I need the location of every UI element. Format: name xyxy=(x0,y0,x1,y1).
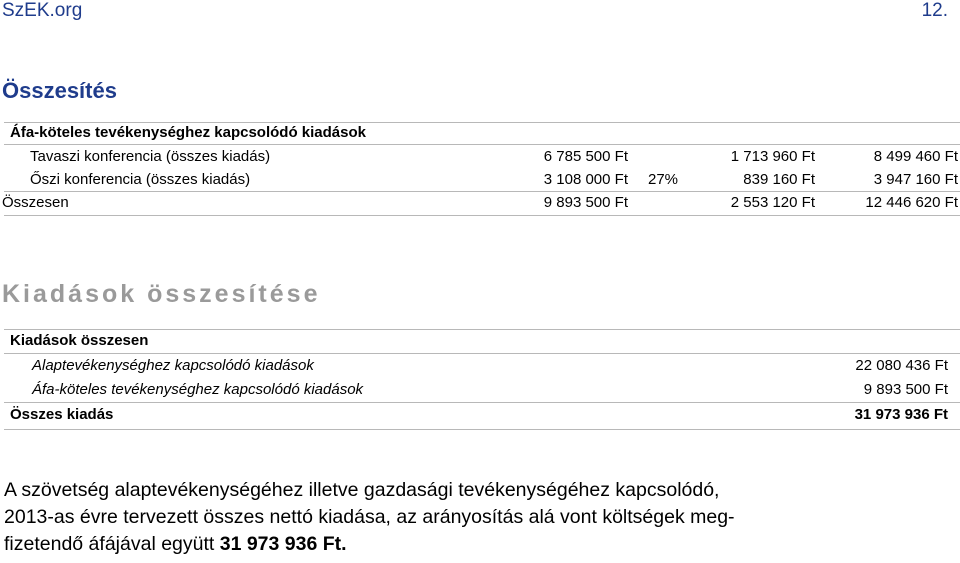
divider xyxy=(4,144,960,145)
summary-total-vat: 2 553 120 Ft xyxy=(730,194,815,211)
divider xyxy=(4,122,960,123)
summary-section-label: Áfa-köteles tevékenységhez kapcsolódó kiadások xyxy=(10,124,366,141)
summary-row-label: Tavaszi konferencia (összes kiadás) xyxy=(30,148,271,165)
summary-row-gross: 3 947 160 Ft xyxy=(873,171,958,188)
summary-row-gross: 8 499 460 Ft xyxy=(873,148,958,165)
expenses-row-label: Áfa-köteles tevékenységhez kapcsolódó kiadások xyxy=(32,381,364,398)
expenses-row-value: 22 080 436 Ft xyxy=(855,357,948,374)
summary-total-label: Összesen xyxy=(2,194,69,211)
expenses-row-label: Alaptevékenységhez kapcsolódó kiadások xyxy=(32,357,314,374)
expenses-total-label: Összes kiadás xyxy=(10,406,114,423)
paragraph-text: fizetendő áfájával együtt xyxy=(4,533,220,555)
summary-row-net: 3 108 000 Ft xyxy=(543,171,628,188)
paragraph-line xyxy=(4,533,347,556)
summary-title: Összesítés xyxy=(2,78,117,103)
expenses-total-value: 31 973 936 Ft xyxy=(854,406,948,423)
paragraph-line: A szövetség alaptevékenységéhez illetve gazdasági tevékenységéhez kapcsolódó, xyxy=(4,479,720,501)
page-number: 12. xyxy=(921,0,948,21)
summary-total-net: 9 893 500 Ft xyxy=(543,194,628,211)
paragraph-amount: 31 973 936 Ft. xyxy=(219,533,347,555)
divider xyxy=(4,215,960,216)
summary-total-gross: 12 446 620 Ft xyxy=(865,194,958,211)
site-name: SzEK.org xyxy=(2,0,83,21)
summary-row-net: 6 785 500 Ft xyxy=(543,148,628,165)
divider xyxy=(4,429,960,430)
summary-row-vat: 839 160 Ft xyxy=(743,171,815,188)
divider xyxy=(4,191,960,192)
divider xyxy=(4,353,960,354)
summary-row-rate: 27% xyxy=(648,171,679,188)
divider xyxy=(4,402,960,403)
expenses-section-label: Kiadások összesen xyxy=(10,332,149,349)
paragraph-line: 2013-as évre tervezett összes nettó kiadása, az arányosítás alá vont költségek meg- xyxy=(4,506,735,528)
expenses-row-value: 9 893 500 Ft xyxy=(863,381,948,398)
summary-row-label: Őszi konferencia (összes kiadás) xyxy=(30,171,251,188)
expenses-title: Kiadások összesítése xyxy=(2,280,321,308)
summary-row-vat: 1 713 960 Ft xyxy=(730,148,815,165)
divider xyxy=(4,329,960,330)
